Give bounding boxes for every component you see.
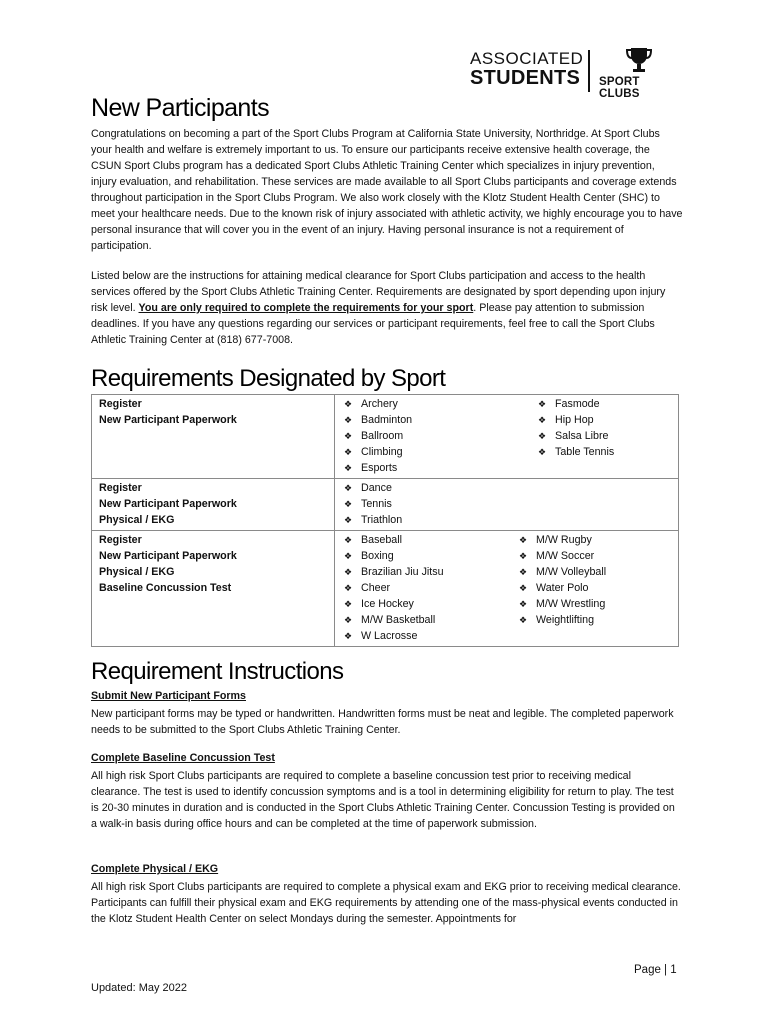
trophy-icon bbox=[624, 46, 654, 76]
requirement-label: New Participant Paperwork bbox=[99, 550, 237, 562]
section-title-forms: Submit New Participant Forms bbox=[91, 690, 246, 702]
diamond-bullet-icon: ❖ bbox=[518, 551, 528, 561]
diamond-bullet-icon: ❖ bbox=[518, 599, 528, 609]
list-item: ❖ Climbing bbox=[343, 446, 403, 458]
logo-line-students: STUDENTS bbox=[470, 67, 581, 89]
tier-2-requirements bbox=[92, 479, 335, 531]
requirement-label: Register bbox=[99, 398, 142, 410]
page-title: New Participants bbox=[91, 94, 269, 122]
sport-list bbox=[342, 480, 678, 528]
requirements-table bbox=[91, 394, 679, 647]
list-item: ❖ Esports bbox=[343, 462, 398, 474]
diamond-bullet-icon: ❖ bbox=[343, 415, 353, 425]
instructions-text-after: . Please pay attention to submission deadlines. If you have any questions regarding our services or participant requirements, feel free to call the Sport Clubs Athletic Training Center at (818) 677-7008. bbox=[91, 302, 655, 346]
requirements-heading: Requirements Designated by Sport bbox=[91, 365, 446, 392]
list-item: ❖ W Lacrosse bbox=[343, 630, 418, 642]
requirement-label: Register bbox=[99, 482, 142, 494]
list-item: ❖ Badminton bbox=[343, 414, 413, 426]
table-row bbox=[92, 395, 679, 479]
list-item: ❖ Triathlon bbox=[343, 514, 403, 526]
diamond-bullet-icon: ❖ bbox=[343, 483, 353, 493]
list-item: ❖ Baseball bbox=[343, 534, 402, 546]
diamond-bullet-icon: ❖ bbox=[537, 415, 547, 425]
list-item: ❖ M/W Wrestling bbox=[518, 598, 606, 610]
diamond-bullet-icon: ❖ bbox=[343, 399, 353, 409]
page-number: Page | 1 bbox=[634, 964, 677, 976]
diamond-bullet-icon: ❖ bbox=[518, 615, 528, 625]
logo-sport-clubs: SPORT CLUBS bbox=[599, 76, 640, 100]
diamond-bullet-icon: ❖ bbox=[343, 535, 353, 545]
tier-3-requirements bbox=[92, 531, 335, 647]
diamond-bullet-icon: ❖ bbox=[343, 631, 353, 641]
diamond-bullet-icon: ❖ bbox=[518, 567, 528, 577]
list-item: ❖ Boxing bbox=[343, 550, 394, 562]
diamond-bullet-icon: ❖ bbox=[343, 463, 353, 473]
list-item: ❖ Fasmode bbox=[537, 398, 600, 410]
list-item: ❖ Archery bbox=[343, 398, 398, 410]
updated-date: Updated: May 2022 bbox=[91, 982, 188, 994]
sport-list bbox=[536, 396, 614, 476]
list-item: ❖ Table Tennis bbox=[537, 446, 615, 458]
associated-students-logo bbox=[468, 46, 682, 100]
requirement-label: Baseline Concussion Test bbox=[99, 582, 232, 594]
list-item: ❖ Hip Hop bbox=[537, 414, 594, 426]
list-item: ❖ Cheer bbox=[343, 582, 391, 594]
intro-paragraph: Congratulations on becoming a part of the Sport Clubs Program at California State University, Northridge. At Sport Clubs your health and welfare is extremely important to us. To ensure our participants receive extensive health coverage, the CSUN Sport Clubs program has a dedicated Sport Clubs Athletic Training Center which specializes in injury prevention, injury evaluation, and rehabilitation. These services are made available to all Sport Clubs participants and coverage extends throughout participation in the Sport Clubs Program. We also work closely with the Klotz Student Health Center (SHC) to meet your healthcare needs. Due to the known risk of injury associated with athletic activity, we highly encourage you to have personal insurance that will cover you in the event of an injury. Having personal insurance is not a requirement of participation. bbox=[91, 128, 683, 252]
logo-divider bbox=[588, 50, 590, 92]
section-body-physical: All high risk Sport Clubs participants are required to complete a physical exam and EKG prior to receiving medical clearance. Participants can fulfill their physical exam and EKG requirements by attending one of the mass-physical events conducted in the Klotz Student Health Center on select Mondays during the semester. Appointments for bbox=[91, 881, 681, 925]
section-title-concussion: Complete Baseline Concussion Test bbox=[91, 752, 275, 764]
requirement-label: Physical / EKG bbox=[99, 514, 175, 526]
instructions-paragraph bbox=[91, 268, 683, 348]
diamond-bullet-icon: ❖ bbox=[343, 499, 353, 509]
diamond-bullet-icon: ❖ bbox=[537, 447, 547, 457]
tier-1-sports bbox=[335, 395, 679, 479]
sport-list bbox=[517, 532, 606, 644]
section-body-forms: New participant forms may be typed or handwritten. Handwritten forms must be neat and legible. The completed paperwork needs to be submitted to the Sport Clubs Athletic Training Center. bbox=[91, 708, 674, 736]
diamond-bullet-icon: ❖ bbox=[518, 583, 528, 593]
diamond-bullet-icon: ❖ bbox=[343, 551, 353, 561]
diamond-bullet-icon: ❖ bbox=[343, 431, 353, 441]
table-row bbox=[92, 479, 679, 531]
instructions-emphasis: You are only required to complete the requirements for your sport bbox=[138, 302, 474, 314]
tier-2-sports bbox=[335, 479, 679, 531]
list-item: ❖ M/W Rugby bbox=[518, 534, 592, 546]
diamond-bullet-icon: ❖ bbox=[343, 615, 353, 625]
list-item: ❖ Weightlifting bbox=[518, 614, 595, 626]
sport-list bbox=[342, 396, 536, 476]
list-item: ❖ M/W Soccer bbox=[518, 550, 595, 562]
requirement-label: New Participant Paperwork bbox=[99, 498, 237, 510]
requirement-label: Register bbox=[99, 534, 142, 546]
instructions-heading: Requirement Instructions bbox=[91, 658, 344, 685]
table-row bbox=[92, 531, 679, 647]
diamond-bullet-icon: ❖ bbox=[343, 599, 353, 609]
list-item: ❖ Salsa Libre bbox=[537, 430, 609, 442]
diamond-bullet-icon: ❖ bbox=[343, 447, 353, 457]
tier-1-requirements bbox=[92, 395, 335, 479]
list-item: ❖ Dance bbox=[343, 482, 392, 494]
section-title-physical: Complete Physical / EKG bbox=[91, 863, 219, 875]
diamond-bullet-icon: ❖ bbox=[537, 399, 547, 409]
diamond-bullet-icon: ❖ bbox=[537, 431, 547, 441]
list-item: ❖ M/W Volleyball bbox=[518, 566, 607, 578]
section-body-concussion: All high risk Sport Clubs participants are required to complete a baseline concussion test prior to receiving medical clearance. The test is used to identify concussion symptoms and is a tool in determining eligibility for return to play. The test is 20-30 minutes in duration and is conducted in the Sport Clubs Athletic Training Center. Concussion Testing is provided on a walk-in basis during office hours and can be completed at the time of paperwork submission. bbox=[91, 770, 675, 830]
list-item: ❖ M/W Basketball bbox=[343, 614, 436, 626]
sport-list bbox=[342, 532, 517, 644]
requirement-label: Physical / EKG bbox=[99, 566, 175, 578]
logo-line-associated: ASSOCIATED bbox=[470, 49, 584, 68]
list-item: ❖ Brazilian Jiu Jitsu bbox=[343, 566, 444, 578]
tier-3-sports bbox=[335, 531, 679, 647]
list-item: ❖ Ice Hockey bbox=[343, 598, 414, 610]
diamond-bullet-icon: ❖ bbox=[343, 567, 353, 577]
diamond-bullet-icon: ❖ bbox=[343, 583, 353, 593]
list-item: ❖ Water Polo bbox=[518, 582, 589, 594]
instructions-text-before: Listed below are the instructions for attaining medical clearance for Sport Clubs participation and access to the health services offered by the Sport Clubs Athletic Training Center. Requirements are designated by sport depending upon injury risk level. bbox=[91, 270, 666, 314]
diamond-bullet-icon: ❖ bbox=[518, 535, 528, 545]
list-item: ❖ Tennis bbox=[343, 498, 392, 510]
requirement-label: New Participant Paperwork bbox=[99, 414, 237, 426]
list-item: ❖ Ballroom bbox=[343, 430, 404, 442]
diamond-bullet-icon: ❖ bbox=[343, 515, 353, 525]
